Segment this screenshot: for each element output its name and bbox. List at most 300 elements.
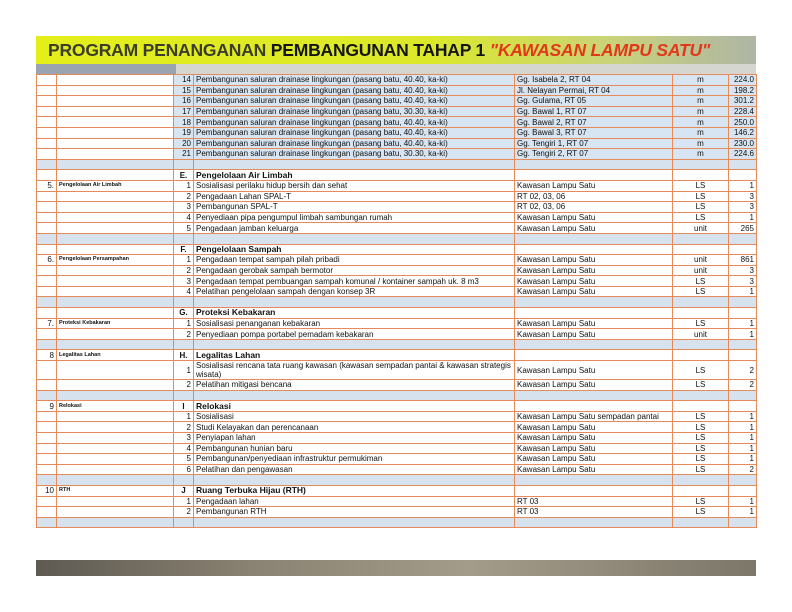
item-location [515,475,673,486]
table-row [37,223,757,234]
item-unit [673,339,729,350]
item-location: Kawasan Lampu Satu [515,223,673,234]
item-location: Kawasan Lampu Satu [515,276,673,287]
program-number [37,433,57,444]
program-number [37,507,57,518]
item-unit [673,517,729,528]
item-unit: LS [673,464,729,475]
item-quantity: 1 [729,422,757,433]
program-name [57,496,174,507]
item-location [515,517,673,528]
spacer-row [37,297,757,308]
item-description: Pengadaan gerobak sampah bermotor [194,265,515,276]
item-unit: LS [673,454,729,465]
item-number: 1 [174,411,194,422]
item-description: Penyediaan pompa portabel pemadam kebakaran [194,329,515,340]
item-unit [673,244,729,255]
title-banner [36,36,756,64]
table-row [37,464,757,475]
item-quantity [729,517,757,528]
program-name [57,308,174,319]
item-number [174,297,194,308]
item-unit [673,233,729,244]
program-name [57,233,174,244]
item-description [194,297,515,308]
item-description: Pengadaan tempat pembuangan sampah komunal / kontainer sampah uk. 8 m3 [194,276,515,287]
item-number: 14 [174,75,194,86]
section-header-row [37,244,757,255]
program-name [57,117,174,128]
program-name [57,159,174,170]
spacer-row [37,517,757,528]
item-number: 5 [174,223,194,234]
item-location: Gg. Tengiri 1, RT 07 [515,138,673,149]
program-number [37,286,57,297]
program-number [37,308,57,319]
program-table [36,74,757,528]
program-name [57,276,174,287]
table-row [37,286,757,297]
item-number: 2 [174,380,194,391]
table-row [37,212,757,223]
item-location: Kawasan Lampu Satu [515,265,673,276]
program-number [37,233,57,244]
item-unit: LS [673,202,729,213]
item-quantity: 228.4 [729,106,757,117]
program-name [57,75,174,86]
item-quantity: 1 [729,496,757,507]
item-unit: m [673,75,729,86]
item-number: 1 [174,496,194,507]
item-location [515,390,673,401]
program-number [37,170,57,181]
program-number [37,159,57,170]
program-name [57,244,174,255]
item-quantity [729,170,757,181]
program-number [37,127,57,138]
program-name: Legalitas Lahan [57,350,174,361]
item-quantity: 146.2 [729,127,757,138]
item-location [515,308,673,319]
title-part-3: "KAWASAN LAMPU SATU" [489,39,711,60]
program-number [37,149,57,160]
item-location: Kawasan Lampu Satu [515,318,673,329]
item-number: 17 [174,106,194,117]
item-location: Kawasan Lampu Satu [515,422,673,433]
item-number [174,233,194,244]
item-description: Pembangunan saluran drainase lingkungan (pasang batu, 30.30, ka-ki) [194,149,515,160]
table-row [37,85,757,96]
program-name [57,191,174,202]
program-table-wrapper [36,74,756,560]
item-unit: LS [673,422,729,433]
item-quantity: 1 [729,454,757,465]
item-quantity: 861 [729,255,757,266]
item-location: RT 03 [515,496,673,507]
item-number: 2 [174,265,194,276]
item-location: Jl. Nelayan Permai, RT 04 [515,85,673,96]
item-description: Pembangunan/penyediaan infrastruktur permukiman [194,454,515,465]
item-description: Pengadaan lahan [194,496,515,507]
item-description [194,390,515,401]
item-description: Proteksi Kebakaran [194,308,515,319]
item-description: Pelatihan pengelolaan sampah dengan konsep 3R [194,286,515,297]
program-number [37,75,57,86]
item-description: Pengelolaan Air Limbah [194,170,515,181]
program-name: Relokasi [57,401,174,412]
program-number [37,276,57,287]
item-quantity [729,339,757,350]
program-number [37,265,57,276]
item-number [174,475,194,486]
table-row [37,318,757,329]
item-number: 2 [174,422,194,433]
program-name [57,85,174,96]
section-header-row [37,350,757,361]
spacer-row [37,475,757,486]
item-location: Kawasan Lampu Satu [515,180,673,191]
program-name [57,329,174,340]
item-unit [673,308,729,319]
item-quantity: 3 [729,265,757,276]
program-name [57,507,174,518]
title-part-1: PROGRAM PENANGANAN [48,39,271,60]
item-number: F. [174,244,194,255]
item-location [515,244,673,255]
item-location: Kawasan Lampu Satu [515,464,673,475]
footer-photo-strip [36,560,756,576]
item-unit: m [673,85,729,96]
item-quantity: 2 [729,380,757,391]
item-number: 2 [174,329,194,340]
item-number: 3 [174,276,194,287]
table-row [37,191,757,202]
table-row [37,411,757,422]
header-stripe [36,64,756,74]
item-unit: LS [673,411,729,422]
item-location [515,485,673,496]
table-row [37,422,757,433]
program-number [37,464,57,475]
program-name [57,127,174,138]
item-description: Pembangunan saluran drainase lingkungan (pasang batu, 40.40, ka-ki) [194,85,515,96]
item-number: 3 [174,433,194,444]
item-number: 1 [174,361,194,380]
table-row [37,443,757,454]
table-row [37,361,757,380]
item-number: 4 [174,286,194,297]
item-description: Pembangunan saluran drainase lingkungan (pasang batu, 40.40, ka-ki) [194,96,515,107]
table-row [37,433,757,444]
program-number [37,411,57,422]
item-unit: m [673,96,729,107]
program-number: 6. [37,255,57,266]
program-table-body [37,75,757,528]
program-number [37,517,57,528]
item-number: 20 [174,138,194,149]
program-number [37,380,57,391]
item-unit [673,485,729,496]
item-description: Pengadaan tempat sampah pilah pribadi [194,255,515,266]
program-name [57,361,174,380]
item-description: Pengadaan jamban keluarga [194,223,515,234]
item-number: 2 [174,191,194,202]
program-name [57,265,174,276]
program-name [57,170,174,181]
program-name [57,422,174,433]
item-location: Kawasan Lampu Satu [515,212,673,223]
item-location: Kawasan Lampu Satu [515,443,673,454]
item-unit: LS [673,286,729,297]
item-unit: LS [673,496,729,507]
section-header-row [37,170,757,181]
item-quantity [729,475,757,486]
item-quantity: 265 [729,223,757,234]
item-unit: LS [673,443,729,454]
table-row [37,202,757,213]
table-row [37,117,757,128]
spacer-row [37,233,757,244]
program-name [57,138,174,149]
program-number [37,85,57,96]
program-name: Pengelolaan Persampahan [57,255,174,266]
item-description [194,233,515,244]
item-location: Kawasan Lampu Satu [515,433,673,444]
item-description: Sosialisasi penanganan kebakaran [194,318,515,329]
program-number [37,212,57,223]
spacer-row [37,390,757,401]
table-row [37,96,757,107]
item-number: I [174,401,194,412]
spacer-row [37,339,757,350]
program-number [37,223,57,234]
item-quantity: 3 [729,276,757,287]
item-quantity [729,297,757,308]
program-number [37,361,57,380]
program-number [37,339,57,350]
program-number: 7. [37,318,57,329]
table-row [37,255,757,266]
item-unit [673,350,729,361]
item-quantity: 1 [729,411,757,422]
program-name: Pengelolaan Air Limbah [57,180,174,191]
item-unit: unit [673,265,729,276]
item-location: Kawasan Lampu Satu [515,255,673,266]
table-row [37,127,757,138]
item-description: Studi Kelayakan dan perencanaan [194,422,515,433]
item-quantity: 2 [729,464,757,475]
program-number [37,117,57,128]
item-number: 4 [174,212,194,223]
program-name [57,202,174,213]
item-number: 1 [174,255,194,266]
item-quantity [729,233,757,244]
item-number: E. [174,170,194,181]
program-name [57,339,174,350]
program-name [57,390,174,401]
item-number: 4 [174,443,194,454]
item-quantity [729,401,757,412]
item-description: Sosialisasi rencana tata ruang kawasan (kawasan sempadan pantai & kawasan strategis wisata) [194,361,515,380]
header-stripe-dark [36,64,176,74]
item-number: 1 [174,318,194,329]
program-number [37,454,57,465]
item-description: Pembangunan saluran drainase lingkungan (pasang batu, 40.40, ka-ki) [194,127,515,138]
item-unit [673,401,729,412]
item-unit [673,297,729,308]
table-row [37,149,757,160]
item-description [194,339,515,350]
item-number: 16 [174,96,194,107]
item-location: Gg. Bawal 3, RT 07 [515,127,673,138]
item-description: Pelatihan dan pengawasan [194,464,515,475]
item-quantity: 224.0 [729,75,757,86]
item-description: Pengadaan Lahan SPAL-T [194,191,515,202]
item-unit: unit [673,255,729,266]
item-quantity: 3 [729,191,757,202]
item-description: Ruang Terbuka Hijau (RTH) [194,485,515,496]
item-quantity: 3 [729,202,757,213]
program-name [57,212,174,223]
item-quantity: 1 [729,507,757,518]
item-quantity: 1 [729,180,757,191]
item-quantity: 1 [729,286,757,297]
title-part-2: PEMBANGUNAN TAHAP 1 [270,39,490,60]
table-row [37,454,757,465]
item-location: Kawasan Lampu Satu [515,454,673,465]
item-unit: LS [673,276,729,287]
item-unit: LS [673,212,729,223]
item-description: Sosialisasi [194,411,515,422]
item-unit: LS [673,191,729,202]
item-unit: unit [673,223,729,234]
spacer-row [37,159,757,170]
item-unit: m [673,149,729,160]
table-row [37,329,757,340]
program-number [37,475,57,486]
item-location: Kawasan Lampu Satu [515,329,673,340]
program-number [37,96,57,107]
item-number: 6 [174,464,194,475]
item-location [515,233,673,244]
item-unit: m [673,106,729,117]
item-description: Pembangunan saluran drainase lingkungan (pasang batu, 40.40, ka-ki) [194,138,515,149]
program-number [37,138,57,149]
item-location: Gg. Tengiri 2, RT 07 [515,149,673,160]
item-location: Kawasan Lampu Satu [515,361,673,380]
item-number [174,159,194,170]
item-description: Pembangunan saluran drainase lingkungan (pasang batu, 30.30, ka-ki) [194,106,515,117]
item-description: Pembangunan SPAL-T [194,202,515,213]
program-name [57,443,174,454]
item-location [515,350,673,361]
item-number: 3 [174,202,194,213]
item-number [174,517,194,528]
program-name [57,286,174,297]
item-unit: LS [673,507,729,518]
program-name: RTH [57,485,174,496]
item-quantity: 1 [729,443,757,454]
program-name [57,149,174,160]
program-number [37,390,57,401]
item-quantity [729,485,757,496]
item-description: Penyiapan lahan [194,433,515,444]
table-row [37,106,757,117]
item-quantity: 2 [729,361,757,380]
item-number: G. [174,308,194,319]
program-number: 10 [37,485,57,496]
item-number [174,390,194,401]
item-location [515,297,673,308]
item-description: Penyediaan pipa pengumpul limbah sambungan rumah [194,212,515,223]
item-location: RT 02, 03, 06 [515,191,673,202]
item-location: Kawasan Lampu Satu [515,286,673,297]
item-unit: LS [673,361,729,380]
item-number: 2 [174,507,194,518]
table-row [37,138,757,149]
program-name: Proteksi Kebakaran [57,318,174,329]
item-quantity: 230.0 [729,138,757,149]
program-number: 8 [37,350,57,361]
item-quantity: 250.0 [729,117,757,128]
program-number [37,329,57,340]
item-location [515,170,673,181]
item-description: Pembangunan saluran drainase lingkungan (pasang batu, 40.40, ka-ki) [194,75,515,86]
program-name [57,96,174,107]
program-number [37,443,57,454]
item-location: Kawasan Lampu Satu sempadan pantai [515,411,673,422]
program-name [57,464,174,475]
item-location: Gg. Bawal 1, RT 07 [515,106,673,117]
item-location: Gg. Gulama, RT 05 [515,96,673,107]
item-number: 18 [174,117,194,128]
program-number [37,297,57,308]
item-number: H. [174,350,194,361]
table-row [37,496,757,507]
item-description: Sosialisasi perilaku hidup bersih dan sehat [194,180,515,191]
item-number: J [174,485,194,496]
program-name [57,106,174,117]
item-quantity: 1 [729,329,757,340]
program-number [37,244,57,255]
item-quantity: 224.6 [729,149,757,160]
table-row [37,507,757,518]
item-unit: LS [673,180,729,191]
item-quantity: 198.2 [729,85,757,96]
program-name [57,475,174,486]
item-number: 1 [174,180,194,191]
item-quantity [729,390,757,401]
item-quantity: 1 [729,433,757,444]
table-row [37,265,757,276]
item-quantity: 1 [729,318,757,329]
item-number: 19 [174,127,194,138]
program-number: 5. [37,180,57,191]
item-location [515,401,673,412]
item-description: Relokasi [194,401,515,412]
item-location: Gg. Bawal 2, RT 07 [515,117,673,128]
item-description: Pelatihan mitigasi bencana [194,380,515,391]
item-quantity [729,159,757,170]
program-number [37,202,57,213]
item-quantity [729,350,757,361]
table-row [37,276,757,287]
item-location: Kawasan Lampu Satu [515,380,673,391]
item-unit: unit [673,329,729,340]
program-number [37,422,57,433]
item-unit [673,475,729,486]
item-unit [673,159,729,170]
